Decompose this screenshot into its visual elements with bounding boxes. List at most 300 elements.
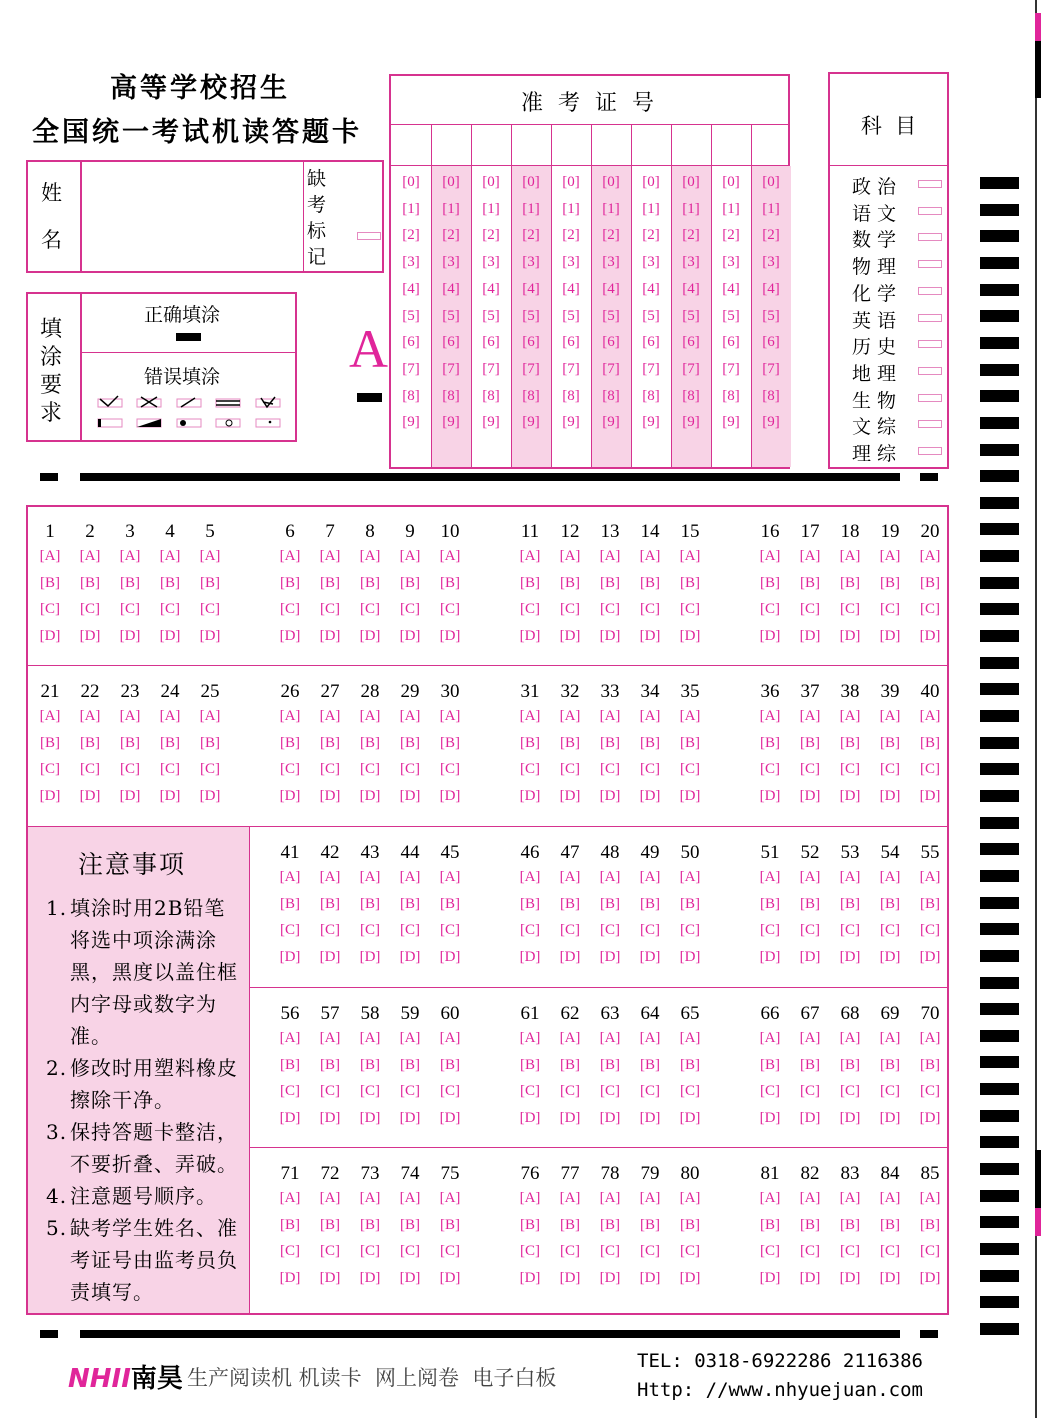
digit-bubble-7-0[interactable]: [0] xyxy=(682,174,700,190)
answer-bubble-24-A[interactable]: [A] xyxy=(159,708,181,724)
answer-bubble-28-A[interactable]: [A] xyxy=(359,708,381,724)
answer-bubble-51-A[interactable]: [A] xyxy=(759,869,781,885)
digit-bubble-0-4[interactable]: [4] xyxy=(402,280,420,297)
digit-bubble-4-7[interactable]: [7] xyxy=(562,360,580,377)
answer-bubble-53-B[interactable]: [B] xyxy=(840,895,860,912)
answer-bubble-69-D[interactable]: [D] xyxy=(879,1110,901,1127)
answer-bubble-34-D[interactable]: [D] xyxy=(639,788,661,805)
answer-bubble-73-C[interactable]: [C] xyxy=(360,1243,380,1260)
answer-bubble-72-D[interactable]: [D] xyxy=(319,1270,341,1287)
answer-bubble-9-D[interactable]: [D] xyxy=(399,628,421,645)
answer-bubble-38-B[interactable]: [B] xyxy=(840,734,860,751)
answer-bubble-39-C[interactable]: [C] xyxy=(880,761,900,778)
digit-bubble-4-8[interactable]: [8] xyxy=(562,387,580,404)
answer-bubble-3-A[interactable]: [A] xyxy=(119,548,141,564)
answer-bubble-37-A[interactable]: [A] xyxy=(799,708,821,724)
answer-bubble-73-B[interactable]: [B] xyxy=(360,1216,380,1233)
answer-bubble-38-D[interactable]: [D] xyxy=(839,788,861,805)
digit-bubble-9-7[interactable]: [7] xyxy=(762,360,780,377)
answer-bubble-71-C[interactable]: [C] xyxy=(280,1243,300,1260)
answer-bubble-5-B[interactable]: [B] xyxy=(200,574,220,591)
digit-bubble-5-0[interactable]: [0] xyxy=(602,174,620,190)
answer-bubble-32-C[interactable]: [C] xyxy=(560,761,580,778)
answer-bubble-43-D[interactable]: [D] xyxy=(359,949,381,966)
answer-bubble-28-C[interactable]: [C] xyxy=(360,761,380,778)
answer-bubble-46-C[interactable]: [C] xyxy=(520,922,540,939)
answer-bubble-11-B[interactable]: [B] xyxy=(520,574,540,591)
answer-bubble-9-A[interactable]: [A] xyxy=(399,548,421,564)
answer-bubble-29-C[interactable]: [C] xyxy=(400,761,420,778)
answer-bubble-7-C[interactable]: [C] xyxy=(320,601,340,618)
answer-bubble-58-C[interactable]: [C] xyxy=(360,1083,380,1100)
digit-bubble-5-8[interactable]: [8] xyxy=(602,387,620,404)
answer-bubble-59-C[interactable]: [C] xyxy=(400,1083,420,1100)
answer-bubble-4-A[interactable]: [A] xyxy=(159,548,181,564)
answer-bubble-63-C[interactable]: [C] xyxy=(600,1083,620,1100)
answer-bubble-65-A[interactable]: [A] xyxy=(679,1030,701,1046)
answer-bubble-80-A[interactable]: [A] xyxy=(679,1190,701,1206)
answer-bubble-73-D[interactable]: [D] xyxy=(359,1270,381,1287)
answer-bubble-1-A[interactable]: [A] xyxy=(39,548,61,564)
answer-bubble-27-C[interactable]: [C] xyxy=(320,761,340,778)
admission-digit-input[interactable] xyxy=(593,127,629,163)
digit-bubble-7-2[interactable]: [2] xyxy=(682,227,700,244)
answer-bubble-13-C[interactable]: [C] xyxy=(600,601,620,618)
answer-bubble-76-B[interactable]: [B] xyxy=(520,1216,540,1233)
answer-bubble-77-B[interactable]: [B] xyxy=(560,1216,580,1233)
answer-bubble-59-B[interactable]: [B] xyxy=(400,1056,420,1073)
answer-bubble-52-D[interactable]: [D] xyxy=(799,949,821,966)
answer-bubble-80-D[interactable]: [D] xyxy=(679,1270,701,1287)
digit-bubble-3-0[interactable]: [0] xyxy=(522,174,540,190)
digit-bubble-5-1[interactable]: [1] xyxy=(602,200,620,217)
answer-bubble-22-B[interactable]: [B] xyxy=(80,734,100,751)
digit-bubble-4-2[interactable]: [2] xyxy=(562,227,580,244)
digit-bubble-1-3[interactable]: [3] xyxy=(442,254,460,271)
answer-bubble-37-B[interactable]: [B] xyxy=(800,734,820,751)
digit-bubble-9-9[interactable]: [9] xyxy=(762,414,780,431)
digit-bubble-8-2[interactable]: [2] xyxy=(722,227,740,244)
digit-bubble-8-0[interactable]: [0] xyxy=(722,174,740,190)
answer-bubble-25-A[interactable]: [A] xyxy=(199,708,221,724)
answer-bubble-24-D[interactable]: [D] xyxy=(159,788,181,805)
answer-bubble-49-D[interactable]: [D] xyxy=(639,949,661,966)
answer-bubble-31-C[interactable]: [C] xyxy=(520,761,540,778)
answer-bubble-34-A[interactable]: [A] xyxy=(639,708,661,724)
answer-bubble-11-A[interactable]: [A] xyxy=(519,548,541,564)
digit-bubble-2-4[interactable]: [4] xyxy=(482,280,500,297)
digit-bubble-9-0[interactable]: [0] xyxy=(762,174,780,190)
answer-bubble-41-B[interactable]: [B] xyxy=(280,895,300,912)
answer-bubble-84-C[interactable]: [C] xyxy=(880,1243,900,1260)
answer-bubble-35-B[interactable]: [B] xyxy=(680,734,700,751)
answer-bubble-43-B[interactable]: [B] xyxy=(360,895,380,912)
answer-bubble-25-D[interactable]: [D] xyxy=(199,788,221,805)
answer-bubble-36-A[interactable]: [A] xyxy=(759,708,781,724)
answer-bubble-57-D[interactable]: [D] xyxy=(319,1110,341,1127)
answer-bubble-63-D[interactable]: [D] xyxy=(599,1110,621,1127)
answer-bubble-70-C[interactable]: [C] xyxy=(920,1083,940,1100)
digit-bubble-6-0[interactable]: [0] xyxy=(642,174,660,190)
digit-bubble-1-7[interactable]: [7] xyxy=(442,360,460,377)
answer-bubble-81-A[interactable]: [A] xyxy=(759,1190,781,1206)
digit-bubble-8-1[interactable]: [1] xyxy=(722,200,740,217)
digit-bubble-5-7[interactable]: [7] xyxy=(602,360,620,377)
answer-bubble-29-B[interactable]: [B] xyxy=(400,734,420,751)
answer-bubble-32-B[interactable]: [B] xyxy=(560,734,580,751)
digit-bubble-1-1[interactable]: [1] xyxy=(442,200,460,217)
admission-digit-input[interactable] xyxy=(473,127,509,163)
answer-bubble-7-A[interactable]: [A] xyxy=(319,548,341,564)
answer-bubble-16-D[interactable]: [D] xyxy=(759,628,781,645)
digit-bubble-0-5[interactable]: [5] xyxy=(402,307,420,324)
answer-bubble-11-D[interactable]: [D] xyxy=(519,628,541,645)
digit-bubble-6-8[interactable]: [8] xyxy=(642,387,660,404)
answer-bubble-70-D[interactable]: [D] xyxy=(919,1110,941,1127)
answer-bubble-64-C[interactable]: [C] xyxy=(640,1083,660,1100)
digit-bubble-6-2[interactable]: [2] xyxy=(642,227,660,244)
answer-bubble-18-B[interactable]: [B] xyxy=(840,574,860,591)
digit-bubble-8-9[interactable]: [9] xyxy=(722,414,740,431)
answer-bubble-58-B[interactable]: [B] xyxy=(360,1056,380,1073)
answer-bubble-23-C[interactable]: [C] xyxy=(120,761,140,778)
answer-bubble-48-D[interactable]: [D] xyxy=(599,949,621,966)
answer-bubble-5-A[interactable]: [A] xyxy=(199,548,221,564)
admission-digit-input[interactable] xyxy=(513,127,549,163)
answer-bubble-45-D[interactable]: [D] xyxy=(439,949,461,966)
digit-bubble-8-4[interactable]: [4] xyxy=(722,280,740,297)
answer-bubble-75-B[interactable]: [B] xyxy=(440,1216,460,1233)
answer-bubble-36-C[interactable]: [C] xyxy=(760,761,780,778)
answer-bubble-34-C[interactable]: [C] xyxy=(640,761,660,778)
answer-bubble-53-C[interactable]: [C] xyxy=(840,922,860,939)
answer-bubble-20-D[interactable]: [D] xyxy=(919,628,941,645)
answer-bubble-62-B[interactable]: [B] xyxy=(560,1056,580,1073)
answer-bubble-30-C[interactable]: [C] xyxy=(440,761,460,778)
answer-bubble-42-C[interactable]: [C] xyxy=(320,922,340,939)
answer-bubble-32-D[interactable]: [D] xyxy=(559,788,581,805)
answer-bubble-26-C[interactable]: [C] xyxy=(280,761,300,778)
answer-bubble-19-B[interactable]: [B] xyxy=(880,574,900,591)
answer-bubble-44-C[interactable]: [C] xyxy=(400,922,420,939)
answer-bubble-38-C[interactable]: [C] xyxy=(840,761,860,778)
answer-bubble-41-C[interactable]: [C] xyxy=(280,922,300,939)
answer-bubble-74-B[interactable]: [B] xyxy=(400,1216,420,1233)
answer-bubble-16-C[interactable]: [C] xyxy=(760,601,780,618)
answer-bubble-72-C[interactable]: [C] xyxy=(320,1243,340,1260)
digit-bubble-4-0[interactable]: [0] xyxy=(562,174,580,190)
answer-bubble-84-B[interactable]: [B] xyxy=(880,1216,900,1233)
answer-bubble-83-B[interactable]: [B] xyxy=(840,1216,860,1233)
answer-bubble-31-D[interactable]: [D] xyxy=(519,788,541,805)
digit-bubble-8-6[interactable]: [6] xyxy=(722,334,740,351)
answer-bubble-83-C[interactable]: [C] xyxy=(840,1243,860,1260)
answer-bubble-48-A[interactable]: [A] xyxy=(599,869,621,885)
answer-bubble-45-A[interactable]: [A] xyxy=(439,869,461,885)
digit-bubble-7-5[interactable]: [5] xyxy=(682,307,700,324)
digit-bubble-3-3[interactable]: [3] xyxy=(522,254,540,271)
answer-bubble-36-B[interactable]: [B] xyxy=(760,734,780,751)
answer-bubble-57-C[interactable]: [C] xyxy=(320,1083,340,1100)
answer-bubble-60-D[interactable]: [D] xyxy=(439,1110,461,1127)
answer-bubble-42-D[interactable]: [D] xyxy=(319,949,341,966)
digit-bubble-3-2[interactable]: [2] xyxy=(522,227,540,244)
answer-bubble-81-B[interactable]: [B] xyxy=(760,1216,780,1233)
answer-bubble-3-D[interactable]: [D] xyxy=(119,628,141,645)
answer-bubble-83-D[interactable]: [D] xyxy=(839,1270,861,1287)
answer-bubble-15-C[interactable]: [C] xyxy=(680,601,700,618)
answer-bubble-29-D[interactable]: [D] xyxy=(399,788,421,805)
answer-bubble-27-A[interactable]: [A] xyxy=(319,708,341,724)
answer-bubble-41-D[interactable]: [D] xyxy=(279,949,301,966)
answer-bubble-6-A[interactable]: [A] xyxy=(279,548,301,564)
answer-bubble-68-B[interactable]: [B] xyxy=(840,1056,860,1073)
digit-bubble-1-5[interactable]: [5] xyxy=(442,307,460,324)
answer-bubble-17-B[interactable]: [B] xyxy=(800,574,820,591)
digit-bubble-5-2[interactable]: [2] xyxy=(602,227,620,244)
answer-bubble-62-D[interactable]: [D] xyxy=(559,1110,581,1127)
answer-bubble-19-D[interactable]: [D] xyxy=(879,628,901,645)
answer-bubble-13-D[interactable]: [D] xyxy=(599,628,621,645)
answer-bubble-10-C[interactable]: [C] xyxy=(440,601,460,618)
answer-bubble-70-A[interactable]: [A] xyxy=(919,1030,941,1046)
answer-bubble-54-A[interactable]: [A] xyxy=(879,869,901,885)
answer-bubble-14-B[interactable]: [B] xyxy=(640,574,660,591)
answer-bubble-20-B[interactable]: [B] xyxy=(920,574,940,591)
answer-bubble-14-C[interactable]: [C] xyxy=(640,601,660,618)
answer-bubble-2-C[interactable]: [C] xyxy=(80,601,100,618)
digit-bubble-4-9[interactable]: [9] xyxy=(562,414,580,431)
answer-bubble-52-B[interactable]: [B] xyxy=(800,895,820,912)
answer-bubble-14-A[interactable]: [A] xyxy=(639,548,661,564)
answer-bubble-44-B[interactable]: [B] xyxy=(400,895,420,912)
answer-bubble-66-D[interactable]: [D] xyxy=(759,1110,781,1127)
answer-bubble-69-B[interactable]: [B] xyxy=(880,1056,900,1073)
answer-bubble-62-A[interactable]: [A] xyxy=(559,1030,581,1046)
answer-bubble-40-C[interactable]: [C] xyxy=(920,761,940,778)
digit-bubble-7-6[interactable]: [6] xyxy=(682,334,700,351)
digit-bubble-6-7[interactable]: [7] xyxy=(642,360,660,377)
digit-bubble-8-7[interactable]: [7] xyxy=(722,360,740,377)
answer-bubble-77-C[interactable]: [C] xyxy=(560,1243,580,1260)
answer-bubble-21-C[interactable]: [C] xyxy=(40,761,60,778)
answer-bubble-83-A[interactable]: [A] xyxy=(839,1190,861,1206)
answer-bubble-40-D[interactable]: [D] xyxy=(919,788,941,805)
answer-bubble-41-A[interactable]: [A] xyxy=(279,869,301,885)
digit-bubble-5-4[interactable]: [4] xyxy=(602,280,620,297)
answer-bubble-82-A[interactable]: [A] xyxy=(799,1190,821,1206)
answer-bubble-66-C[interactable]: [C] xyxy=(760,1083,780,1100)
digit-bubble-2-0[interactable]: [0] xyxy=(482,174,500,190)
answer-bubble-85-A[interactable]: [A] xyxy=(919,1190,941,1206)
answer-bubble-82-D[interactable]: [D] xyxy=(799,1270,821,1287)
answer-bubble-21-D[interactable]: [D] xyxy=(39,788,61,805)
answer-bubble-49-A[interactable]: [A] xyxy=(639,869,661,885)
answer-bubble-18-C[interactable]: [C] xyxy=(840,601,860,618)
answer-bubble-71-B[interactable]: [B] xyxy=(280,1216,300,1233)
name-input[interactable] xyxy=(84,164,300,269)
answer-bubble-74-C[interactable]: [C] xyxy=(400,1243,420,1260)
answer-bubble-56-A[interactable]: [A] xyxy=(279,1030,301,1046)
digit-bubble-6-9[interactable]: [9] xyxy=(642,414,660,431)
answer-bubble-63-A[interactable]: [A] xyxy=(599,1030,621,1046)
answer-bubble-54-C[interactable]: [C] xyxy=(880,922,900,939)
answer-bubble-31-A[interactable]: [A] xyxy=(519,708,541,724)
answer-bubble-19-C[interactable]: [C] xyxy=(880,601,900,618)
digit-bubble-6-6[interactable]: [6] xyxy=(642,334,660,351)
digit-bubble-0-3[interactable]: [3] xyxy=(402,254,420,271)
answer-bubble-23-D[interactable]: [D] xyxy=(119,788,141,805)
answer-bubble-6-D[interactable]: [D] xyxy=(279,628,301,645)
answer-bubble-12-D[interactable]: [D] xyxy=(559,628,581,645)
subject-checkbox[interactable] xyxy=(918,233,942,241)
digit-bubble-0-6[interactable]: [6] xyxy=(402,334,420,351)
absent-checkbox[interactable] xyxy=(357,232,381,240)
answer-bubble-19-A[interactable]: [A] xyxy=(879,548,901,564)
answer-bubble-79-A[interactable]: [A] xyxy=(639,1190,661,1206)
answer-bubble-8-C[interactable]: [C] xyxy=(360,601,380,618)
answer-bubble-10-A[interactable]: [A] xyxy=(439,548,461,564)
digit-bubble-3-8[interactable]: [8] xyxy=(522,387,540,404)
answer-bubble-45-B[interactable]: [B] xyxy=(440,895,460,912)
answer-bubble-33-A[interactable]: [A] xyxy=(599,708,621,724)
answer-bubble-85-D[interactable]: [D] xyxy=(919,1270,941,1287)
answer-bubble-26-A[interactable]: [A] xyxy=(279,708,301,724)
answer-bubble-77-A[interactable]: [A] xyxy=(559,1190,581,1206)
answer-bubble-9-B[interactable]: [B] xyxy=(400,574,420,591)
answer-bubble-69-C[interactable]: [C] xyxy=(880,1083,900,1100)
digit-bubble-5-6[interactable]: [6] xyxy=(602,334,620,351)
digit-bubble-4-6[interactable]: [6] xyxy=(562,334,580,351)
footer-url[interactable]: Http: //www.nhyuejuan.com xyxy=(637,1379,923,1401)
answer-bubble-33-D[interactable]: [D] xyxy=(599,788,621,805)
answer-bubble-17-D[interactable]: [D] xyxy=(799,628,821,645)
digit-bubble-9-6[interactable]: [6] xyxy=(762,334,780,351)
answer-bubble-15-A[interactable]: [A] xyxy=(679,548,701,564)
answer-bubble-71-A[interactable]: [A] xyxy=(279,1190,301,1206)
answer-bubble-75-A[interactable]: [A] xyxy=(439,1190,461,1206)
answer-bubble-52-C[interactable]: [C] xyxy=(800,922,820,939)
answer-bubble-22-C[interactable]: [C] xyxy=(80,761,100,778)
answer-bubble-61-D[interactable]: [D] xyxy=(519,1110,541,1127)
answer-bubble-60-B[interactable]: [B] xyxy=(440,1056,460,1073)
answer-bubble-76-D[interactable]: [D] xyxy=(519,1270,541,1287)
digit-bubble-0-9[interactable]: [9] xyxy=(402,414,420,431)
answer-bubble-4-D[interactable]: [D] xyxy=(159,628,181,645)
digit-bubble-6-4[interactable]: [4] xyxy=(642,280,660,297)
subject-checkbox[interactable] xyxy=(918,260,942,268)
answer-bubble-34-B[interactable]: [B] xyxy=(640,734,660,751)
answer-bubble-80-C[interactable]: [C] xyxy=(680,1243,700,1260)
answer-bubble-30-B[interactable]: [B] xyxy=(440,734,460,751)
digit-bubble-2-3[interactable]: [3] xyxy=(482,254,500,271)
answer-bubble-56-B[interactable]: [B] xyxy=(280,1056,300,1073)
answer-bubble-26-D[interactable]: [D] xyxy=(279,788,301,805)
answer-bubble-14-D[interactable]: [D] xyxy=(639,628,661,645)
answer-bubble-55-A[interactable]: [A] xyxy=(919,869,941,885)
answer-bubble-3-B[interactable]: [B] xyxy=(120,574,140,591)
answer-bubble-76-A[interactable]: [A] xyxy=(519,1190,541,1206)
answer-bubble-58-D[interactable]: [D] xyxy=(359,1110,381,1127)
digit-bubble-5-9[interactable]: [9] xyxy=(602,414,620,431)
answer-bubble-8-B[interactable]: [B] xyxy=(360,574,380,591)
answer-bubble-69-A[interactable]: [A] xyxy=(879,1030,901,1046)
subject-checkbox[interactable] xyxy=(918,340,942,348)
answer-bubble-8-D[interactable]: [D] xyxy=(359,628,381,645)
admission-digit-input[interactable] xyxy=(393,127,429,163)
answer-bubble-72-B[interactable]: [B] xyxy=(320,1216,340,1233)
digit-bubble-7-7[interactable]: [7] xyxy=(682,360,700,377)
answer-bubble-13-A[interactable]: [A] xyxy=(599,548,621,564)
admission-digit-input[interactable] xyxy=(433,127,469,163)
answer-bubble-45-C[interactable]: [C] xyxy=(440,922,460,939)
answer-bubble-58-A[interactable]: [A] xyxy=(359,1030,381,1046)
answer-bubble-39-D[interactable]: [D] xyxy=(879,788,901,805)
answer-bubble-50-B[interactable]: [B] xyxy=(680,895,700,912)
answer-bubble-79-D[interactable]: [D] xyxy=(639,1270,661,1287)
answer-bubble-79-B[interactable]: [B] xyxy=(640,1216,660,1233)
answer-bubble-7-B[interactable]: [B] xyxy=(320,574,340,591)
answer-bubble-49-C[interactable]: [C] xyxy=(640,922,660,939)
subject-checkbox[interactable] xyxy=(918,420,942,428)
answer-bubble-33-C[interactable]: [C] xyxy=(600,761,620,778)
answer-bubble-42-B[interactable]: [B] xyxy=(320,895,340,912)
digit-bubble-1-8[interactable]: [8] xyxy=(442,387,460,404)
answer-bubble-53-A[interactable]: [A] xyxy=(839,869,861,885)
answer-bubble-32-A[interactable]: [A] xyxy=(559,708,581,724)
answer-bubble-85-B[interactable]: [B] xyxy=(920,1216,940,1233)
answer-bubble-40-A[interactable]: [A] xyxy=(919,708,941,724)
digit-bubble-4-3[interactable]: [3] xyxy=(562,254,580,271)
digit-bubble-4-4[interactable]: [4] xyxy=(562,280,580,297)
answer-bubble-38-A[interactable]: [A] xyxy=(839,708,861,724)
digit-bubble-1-4[interactable]: [4] xyxy=(442,280,460,297)
digit-bubble-8-8[interactable]: [8] xyxy=(722,387,740,404)
answer-bubble-26-B[interactable]: [B] xyxy=(280,734,300,751)
answer-bubble-76-C[interactable]: [C] xyxy=(520,1243,540,1260)
answer-bubble-56-C[interactable]: [C] xyxy=(280,1083,300,1100)
answer-bubble-70-B[interactable]: [B] xyxy=(920,1056,940,1073)
answer-bubble-1-B[interactable]: [B] xyxy=(40,574,60,591)
answer-bubble-63-B[interactable]: [B] xyxy=(600,1056,620,1073)
digit-bubble-5-5[interactable]: [5] xyxy=(602,307,620,324)
digit-bubble-1-2[interactable]: [2] xyxy=(442,227,460,244)
answer-bubble-66-B[interactable]: [B] xyxy=(760,1056,780,1073)
digit-bubble-7-8[interactable]: [8] xyxy=(682,387,700,404)
answer-bubble-67-C[interactable]: [C] xyxy=(800,1083,820,1100)
answer-bubble-22-A[interactable]: [A] xyxy=(79,708,101,724)
answer-bubble-65-D[interactable]: [D] xyxy=(679,1110,701,1127)
answer-bubble-65-B[interactable]: [B] xyxy=(680,1056,700,1073)
answer-bubble-47-B[interactable]: [B] xyxy=(560,895,580,912)
subject-checkbox[interactable] xyxy=(918,394,942,402)
answer-bubble-81-C[interactable]: [C] xyxy=(760,1243,780,1260)
answer-bubble-10-B[interactable]: [B] xyxy=(440,574,460,591)
digit-bubble-2-2[interactable]: [2] xyxy=(482,227,500,244)
answer-bubble-50-C[interactable]: [C] xyxy=(680,922,700,939)
answer-bubble-23-B[interactable]: [B] xyxy=(120,734,140,751)
answer-bubble-20-C[interactable]: [C] xyxy=(920,601,940,618)
answer-bubble-73-A[interactable]: [A] xyxy=(359,1190,381,1206)
answer-bubble-46-A[interactable]: [A] xyxy=(519,869,541,885)
answer-bubble-47-D[interactable]: [D] xyxy=(559,949,581,966)
answer-bubble-67-D[interactable]: [D] xyxy=(799,1110,821,1127)
answer-bubble-56-D[interactable]: [D] xyxy=(279,1110,301,1127)
answer-bubble-51-D[interactable]: [D] xyxy=(759,949,781,966)
answer-bubble-6-B[interactable]: [B] xyxy=(280,574,300,591)
answer-bubble-39-A[interactable]: [A] xyxy=(879,708,901,724)
digit-bubble-6-3[interactable]: [3] xyxy=(642,254,660,271)
